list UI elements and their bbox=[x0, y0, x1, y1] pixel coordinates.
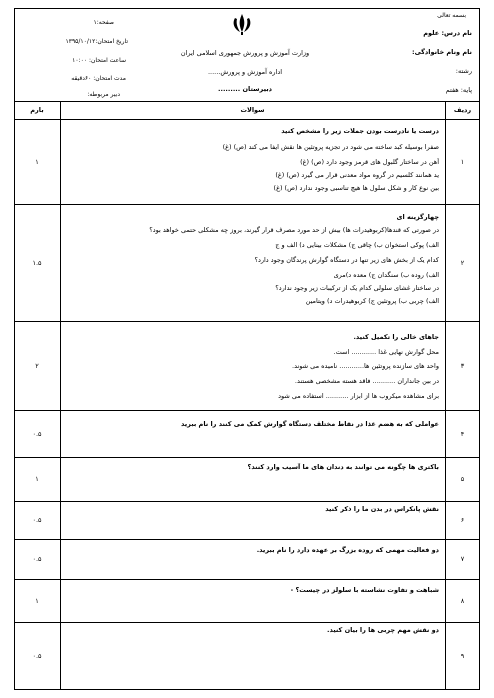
question-score: ۰.۵ bbox=[32, 555, 42, 563]
question-score: ۰.۵ bbox=[32, 652, 42, 660]
basmala: بسمه تعالی bbox=[437, 12, 466, 19]
question-line: الف) پوکی استخوان ب) چاقی ج) مشکلات بینایی د) الف و ج bbox=[275, 241, 439, 249]
question-number: ۹ bbox=[460, 652, 465, 660]
row-divider bbox=[14, 622, 480, 623]
question-number: ۲ bbox=[460, 258, 465, 267]
row-divider bbox=[14, 410, 480, 411]
student-name: نام ونام خانوادگی: bbox=[411, 48, 472, 56]
question-line: الف) چربی ب) پروتئین ج) کربوهیدرات د) ویتامین bbox=[305, 297, 439, 305]
question-line: صفرا بوسیله کبد ساخته می شود در تجزیه پروتئین ها نقش ایفا می کند (ص) (غ) bbox=[222, 143, 439, 151]
question-line: الف) روده ب) سنگدان ج) معده د)مری bbox=[333, 271, 439, 279]
question-line: در صورتی که قندها(کربوهیدرات ها) بیش از حد مورد مصرف قرار گیرند، بروز چه مشکلی حتمی خواهد بود؟ bbox=[149, 226, 439, 234]
question-prompt: چهارگزینه ای bbox=[396, 213, 439, 221]
row-divider bbox=[14, 501, 480, 502]
question-line: در ساختار غشای سلولی کدام یک از ترکیبات زیر وجود ندارد؟ bbox=[275, 284, 439, 292]
row-divider bbox=[14, 321, 480, 322]
question-number: ۷ bbox=[460, 555, 465, 563]
question-score: ۱ bbox=[35, 475, 39, 483]
field: رشته: bbox=[455, 67, 472, 75]
question-prompt: درست یا نادرست بودن جملات زیر را مشخص کنید bbox=[281, 127, 439, 135]
question-prompt: باکتری ها چگونه می توانند به دندان های ما آسیب وارد کنند؟ bbox=[247, 463, 439, 471]
exam-date: تاریخ امتحان:۱۳۹۵/۱۰/۱۲ bbox=[65, 38, 128, 45]
question-score: ۱.۵ bbox=[32, 258, 42, 267]
question-line: بین نوع کار و شکل سلول ها هیچ تناسبی وجود ندارد (ص) (غ) bbox=[273, 184, 439, 192]
table-header-border bbox=[14, 119, 480, 120]
question-number: ۶ bbox=[460, 516, 465, 524]
question-line: برای مشاهده میکروب ها از ابزار ........... استفاده می شود bbox=[278, 392, 439, 400]
ministry: وزارت آموزش و پرورش جمهوری اسلامی ایران bbox=[180, 49, 310, 57]
question-prompt: شباهت و تفاوت نشاسته با سلولز در چیست؟ - bbox=[290, 586, 439, 594]
question-number: ۳ bbox=[460, 361, 465, 370]
education-office: اداره آموزش و پرورش...... bbox=[207, 68, 283, 76]
question-score: ۱ bbox=[35, 157, 39, 166]
exam-duration: مدت امتحان: ۶۰دقیقه bbox=[71, 75, 126, 82]
grade: پایه: هفتم bbox=[445, 86, 472, 94]
question-number: ۱ bbox=[460, 157, 465, 166]
question-number: ۵ bbox=[460, 475, 465, 483]
question-line: ید همانند کلسیم در گروه مواد معدنی قرار می گیرد (ص) (غ) bbox=[275, 171, 439, 179]
question-prompt: جاهای خالی را تکمیل کنید. bbox=[353, 333, 439, 341]
question-prompt: دو فعالیت مهمی که روده بزرگ بر عهده دارد را نام ببرید. bbox=[256, 546, 439, 554]
question-line: کدام یک از بخش های زیر تنها در دستگاه گوارش پرندگان وجود دارد؟ bbox=[254, 256, 439, 264]
col-row-header: ردیف bbox=[453, 106, 472, 114]
question-number: ۸ bbox=[460, 596, 465, 605]
iran-emblem-icon bbox=[230, 13, 254, 35]
row-divider bbox=[14, 204, 480, 205]
page-number: صفحه:۱ bbox=[93, 19, 114, 26]
school-name: دبیرستان ......... bbox=[218, 85, 272, 93]
question-prompt: عواملی که به هضم غذا در نقاط مختلف دستگاه گوارش کمک می کنند را نام ببرید bbox=[180, 420, 439, 428]
question-score: ۱ bbox=[35, 596, 39, 605]
question-line: محل گوارش نهایی غذا ............ است. bbox=[333, 348, 439, 356]
question-number: ۴ bbox=[460, 429, 465, 438]
question-prompt: دو نقش مهم چربی ها را بیان کنید. bbox=[327, 626, 439, 634]
course-name: نام درس: علوم bbox=[423, 29, 472, 37]
question-prompt: نقش پانکراس در بدن ما را ذکر کنید bbox=[325, 505, 439, 513]
table-top-border bbox=[14, 101, 480, 102]
question-line: در بین جانداران ........... فاقد هسته مشخصی هستند. bbox=[294, 377, 439, 385]
row-divider bbox=[14, 539, 480, 540]
row-divider bbox=[14, 457, 480, 458]
row-divider bbox=[14, 579, 480, 580]
teacher-name: دبیر مربوطه: bbox=[87, 91, 120, 98]
col-score-divider bbox=[60, 101, 61, 690]
question-score: ۰.۵ bbox=[32, 429, 42, 438]
question-line: واحد های سازنده پروتئین ها............ نامیده می شوند. bbox=[292, 362, 439, 370]
col-questions-header: سوالات bbox=[240, 106, 265, 114]
question-line: آهن در ساختار گلبول های قرمز وجود دارد (ص) (غ) bbox=[300, 158, 439, 166]
question-score: ۲ bbox=[35, 361, 39, 370]
exam-time: ساعت امتحان: ۱۰:۰۰ bbox=[72, 57, 126, 64]
col-score-header: بارم bbox=[30, 106, 44, 114]
question-score: ۰.۵ bbox=[32, 516, 42, 524]
